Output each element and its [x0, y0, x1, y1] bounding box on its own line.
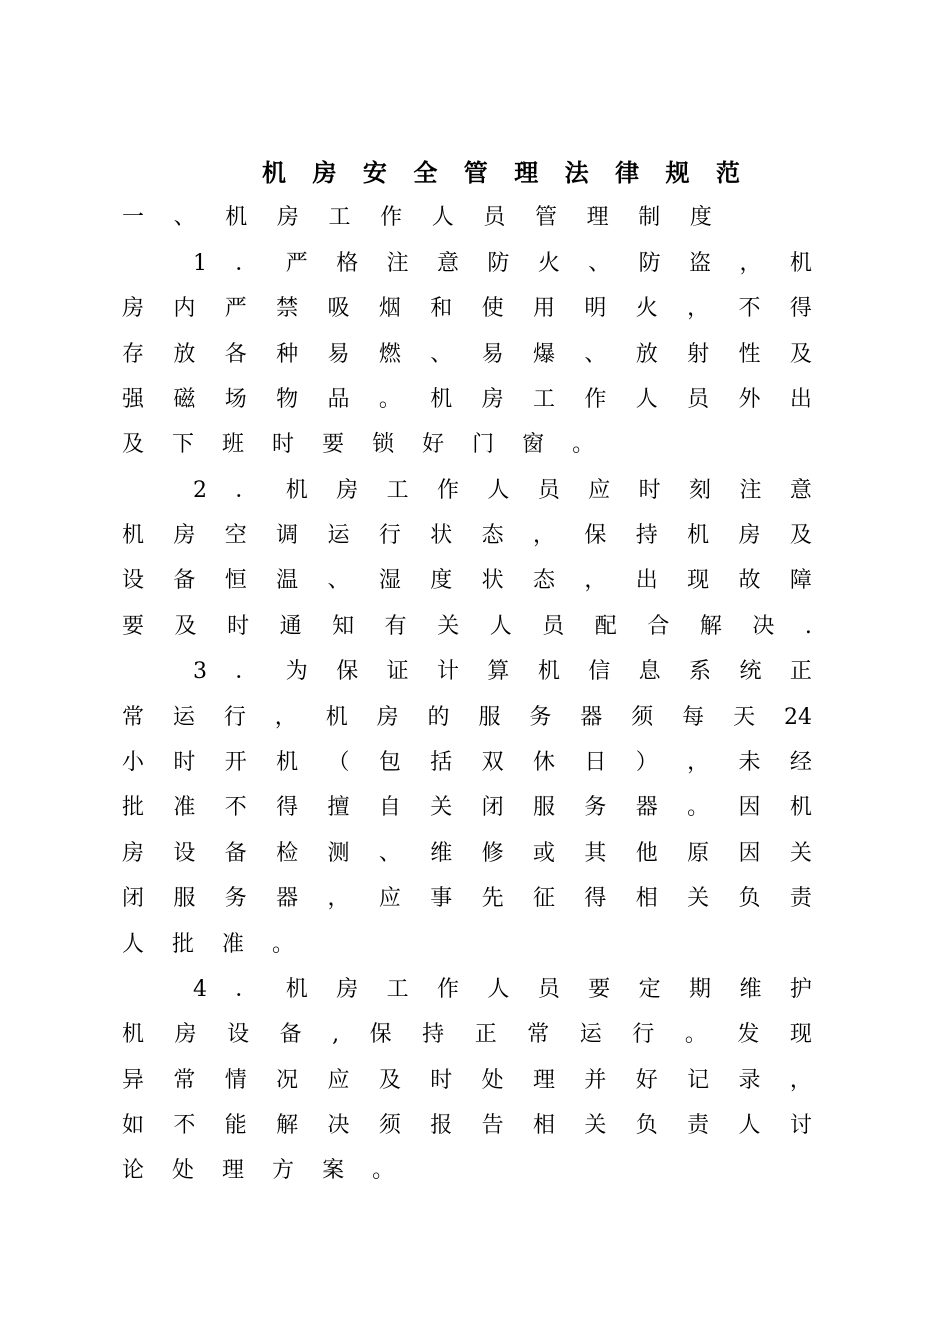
- document-title: 机 房 安 全 管 理 法 律 规 范: [262, 158, 740, 187]
- paragraph-line: 设 备 恒 温 、 湿 度 状 态 ， 出 现 故 障: [122, 568, 812, 593]
- paragraph-line: 小 时 开 机 （ 包 括 双 休 日 ） ， 未 经: [122, 750, 812, 775]
- paragraph-line: 1 ． 严 格 注 意 防 火 、 防 盗 ， 机: [193, 251, 812, 276]
- paragraph-line: 2 ． 机 房 工 作 人 员 应 时 刻 注 意: [193, 478, 812, 503]
- paragraph-line: 机 房 空 调 运 行 状 态 ， 保 持 机 房 及: [122, 523, 812, 548]
- paragraph-line: 房 内 严 禁 吸 烟 和 使 用 明 火 ， 不 得: [122, 296, 812, 321]
- paragraph-line: 3 ． 为 保 证 计 算 机 信 息 系 统 正: [193, 659, 812, 684]
- paragraph-line: 如 不 能 解 决 须 报 告 相 关 负 责 人 讨: [122, 1113, 812, 1138]
- paragraph-line: 批 准 不 得 擅 自 关 闭 服 务 器 。 因 机: [122, 795, 812, 820]
- section-heading: 一 、 机 房 工 作 人 员 管 理 制 度: [122, 205, 712, 230]
- paragraph-line: 异 常 情 况 应 及 时 处 理 并 好 记 录 ，: [122, 1068, 812, 1093]
- paragraph-line: 机 房 设 备 , 保 持 正 常 运 行 。 发 现: [122, 1022, 812, 1047]
- paragraph-line: 要 及 时 通 知 有 关 人 员 配 合 解 决 .: [122, 614, 812, 639]
- paragraph-line: 存 放 各 种 易 燃 、 易 爆 、 放 射 性 及: [122, 342, 812, 367]
- paragraph-line: 及 下 班 时 要 锁 好 门 窗 。: [122, 432, 595, 457]
- paragraph-line: 人 批 准 。: [122, 932, 295, 957]
- paragraph-line: 房 设 备 检 测 、 维 修 或 其 他 原 因 关: [122, 841, 812, 866]
- paragraph-line: 常 运 行 ， 机 房 的 服 务 器 须 每 天 24: [122, 705, 812, 730]
- paragraph-line: 闭 服 务 器 ， 应 事 先 征 得 相 关 负 责: [122, 886, 812, 911]
- paragraph-line: 论 处 理 方 案 。: [122, 1158, 395, 1183]
- paragraph-line: 4 ． 机 房 工 作 人 员 要 定 期 维 护: [193, 977, 812, 1002]
- paragraph-line: 强 磁 场 物 品 。 机 房 工 作 人 员 外 出: [122, 387, 812, 412]
